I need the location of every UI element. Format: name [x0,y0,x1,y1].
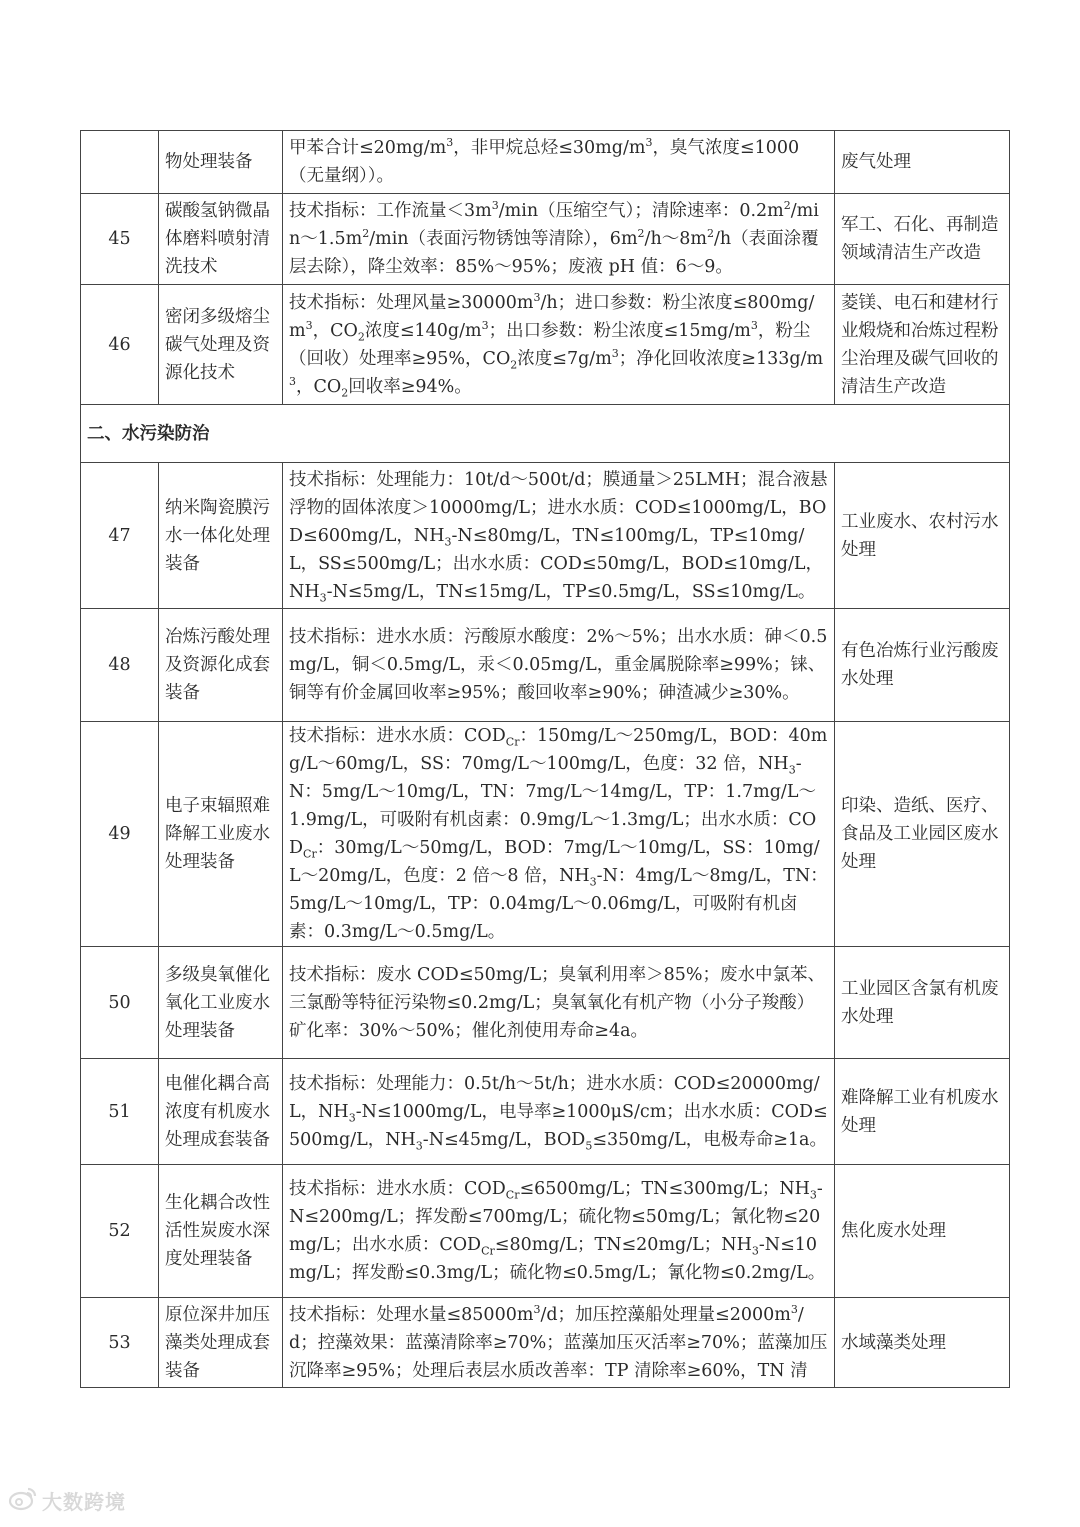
application-field: 菱镁、电石和建材行业煅烧和冶炼过程粉尘治理及碳气回收的清洁生产改造 [835,285,1010,405]
weibo-icon [8,1485,38,1515]
table-row [81,131,1010,194]
section-heading: 二、水污染防治 [81,405,1010,463]
row-number: 48 [81,609,159,722]
tech-specs: 甲苯合计$\le 20mg/m^3$，非甲烷总烃$\le 30mg/m^3$，臭气浓度≤1000（无量纲））。 [283,131,835,194]
tech-specs: 技术指标：工作流量$<3m^3/\min$（压缩空气）；清除速率：$0.2m^2/\min\sim 1.5m^2/\min$（表面污物锈蚀等清除），$6m^2/h\sim 8m^2/h$（表面涂覆层去除），降尘效率：85%～95%；废液 pH 值：6～9。 [283,194,835,285]
watermark-text: 大数跨境 [42,1489,126,1514]
tech-specs: 技术指标：废水 COD≤50mg/L；臭氧利用率＞85%；废水中氯苯、三氯酚等特征污染物≤0.2mg/L；臭氧氧化有机产物（小分子羧酸）矿化率：30%～50%；催化剂使用寿命≥4a。 [283,947,835,1059]
row-number: 53 [81,1298,159,1388]
row-number: 52 [81,1165,159,1298]
table-row [81,947,1010,1059]
row-number: 50 [81,947,159,1059]
application-field: 工业废水、农村污水处理 [835,463,1010,609]
row-number: 51 [81,1059,159,1165]
equipment-name: 生化耦合改性活性炭废水深度处理装备 [159,1165,283,1298]
application-field: 军工、石化、再制造领域清洁生产改造 [835,194,1010,285]
row-number: 49 [81,722,159,947]
equipment-name: 原位深井加压藻类处理成套装备 [159,1298,283,1388]
tech-specs: 技术指标：处理能力：0.5t/h～5t/h；进水水质：COD≤20000mg/L，$NH_3-N\le 1000mg/L$，电导率≥1000μS/cm；出水水质：COD≤500mg/L，$NH_3-N\le 45mg/L$，$BOD_5\le 350mg/L$，电极寿命≥1a。 [283,1059,835,1165]
tech-specs: 技术指标：进水水质：污酸原水酸度：2%～5%；出水水质：砷＜0.5mg/L，铜＜0.5mg/L，汞＜0.05mg/L，重金属脱除率≥99%；铼、铜等有价金属回收率≥95%；酸回收率≥90%；砷渣减少≥30%。 [283,609,835,722]
table-row [81,285,1010,405]
equipment-table [80,130,1010,1388]
equipment-name: 碳酸氢钠微晶体磨料喷射清洗技术 [159,194,283,285]
row-number: 45 [81,194,159,285]
application-field: 工业园区含氯有机废水处理 [835,947,1010,1059]
tech-specs: 技术指标：进水水质：$COD_{Cr}\le 6500mg/L$；TN≤300mg/L；$NH_3-N\le 200mg/L$；挥发酚≤700mg/L；硫化物≤50mg/L；氰化物≤20mg/L；出水水质：$COD_{Cr}\le 80mg/L$；TN≤20mg/L；$NH_3-N\le 10mg/L$；挥发酚≤0.3mg/L；硫化物≤0.5mg/L；氰化物≤0.2mg/L。 [283,1165,835,1298]
equipment-name: 电子束辐照难降解工业废水处理装备 [159,722,283,947]
application-field: 难降解工业有机废水处理 [835,1059,1010,1165]
equipment-name: 电催化耦合高浓度有机废水处理成套装备 [159,1059,283,1165]
equipment-name: 物处理装备 [159,131,283,194]
table-row [81,463,1010,609]
table-row [81,194,1010,285]
tech-specs: 技术指标：处理水量$\le 85000m^3/d$；加压控藻船处理量$\le 2000m^3/d$；控藻效果：蓝藻清除率≥70%；蓝藻加压灭活率≥70%；蓝藻加压沉降率≥95%；处理后表层水质改善率：TP 清除率≥60%，TN 清 [283,1298,835,1388]
table-row [81,1298,1010,1388]
equipment-name: 冶炼污酸处理及资源化成套装备 [159,609,283,722]
table-row [81,609,1010,722]
application-field: 焦化废水处理 [835,1165,1010,1298]
equipment-name: 密闭多级熔尘碳气处理及资源化技术 [159,285,283,405]
equipment-name: 纳米陶瓷膜污水一体化处理装备 [159,463,283,609]
equipment-name: 多级臭氧催化氧化工业废水处理装备 [159,947,283,1059]
application-field: 废气处理 [835,131,1010,194]
application-field: 印染、造纸、医疗、食品及工业园区废水处理 [835,722,1010,947]
row-number: 46 [81,285,159,405]
row-number: 47 [81,463,159,609]
table-row [81,1165,1010,1298]
table-row [81,722,1010,947]
tech-specs: 技术指标：处理风量$\ge 30000m^3/h$；进口参数：粉尘浓度$\le 800mg/m^3$，$CO_2$浓度$\le 140g/m^3$；出口参数：粉尘浓度$\le 15mg/m^3$，粉尘（回收）处理率≥95%，$CO_2$浓度$\le 7g/m^3$；净化回收浓度$\ge 133g/m^3$，$CO_2$回收率≥94%。 [283,285,835,405]
tech-specs: 技术指标：进水水质：$COD_{Cr}$：150mg/L～250mg/L，BOD：40mg/L～60mg/L，SS：70mg/L～100mg/L，色度：32 倍，$NH_3-N$：5mg/L～10mg/L，TN：7mg/L～14mg/L，TP：1.7mg/L～1.9mg/L，可吸附有机卤素：0.9mg/L～1.3mg/L；出水水质：$COD_{Cr}$：30mg/L～50mg/L，BOD：7mg/L～10mg/L，SS：10mg/L～20mg/L，色度：2 倍～8 倍，$NH_3-N$：4mg/L～8mg/L，TN：5mg/L～10mg/L，TP：0.04mg/L～0.06mg/L，可吸附有机卤素：0.3mg/L～0.5mg/L。 [283,722,835,947]
tech-specs: 技术指标：处理能力：10t/d～500t/d；膜通量＞25LMH；混合液悬浮物的固体浓度＞10000mg/L；进水水质：COD≤1000mg/L，BOD≤600mg/L，$NH_3-N\le 80mg/L$，TN≤100mg/L，TP≤10mg/L，SS≤500mg/L；出水水质：COD≤50mg/L，BOD≤10mg/L，$NH_3-N\le 5mg/L$，TN≤15mg/L，TP≤0.5mg/L，SS≤10mg/L。 [283,463,835,609]
application-field: 水域藻类处理 [835,1298,1010,1388]
row-number [81,131,159,194]
table-row [81,1059,1010,1165]
section-row [81,405,1010,463]
application-field: 有色冶炼行业污酸废水处理 [835,609,1010,722]
watermark [8,1484,158,1516]
